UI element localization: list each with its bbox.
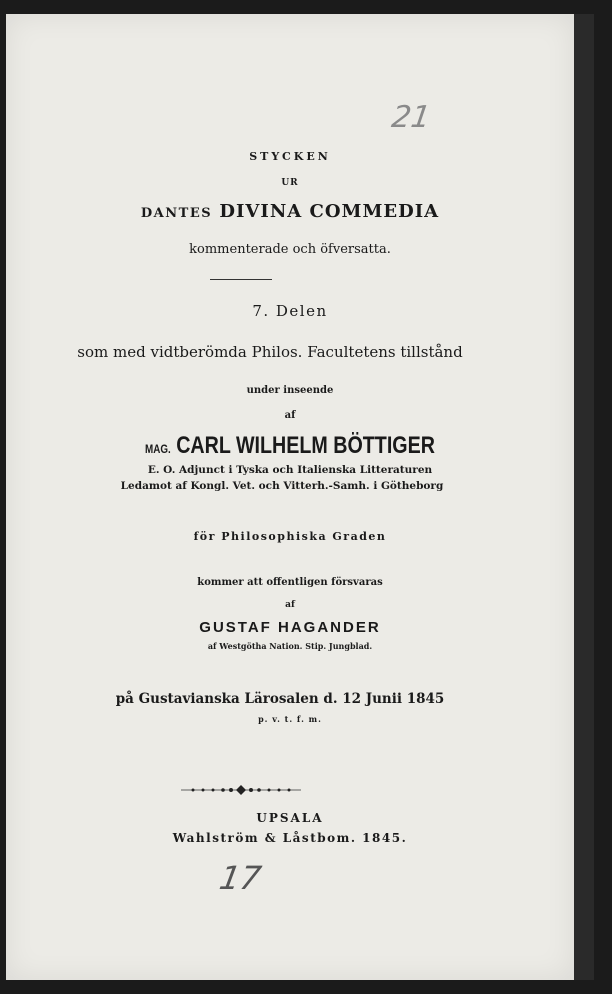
title-ur: UR <box>281 178 299 188</box>
supervision-line: under inseende <box>246 385 334 396</box>
permission-line: som med vidtberömda Philos. Facultetens tillstånd <box>77 343 463 361</box>
part-number: 7. Delen <box>252 302 328 320</box>
imprint-printer: Wahlström & Låstbom. 1845. <box>172 831 408 845</box>
degree-line: för Philosophiska Graden <box>193 530 387 543</box>
subtitle: kommenterade och öfversatta. <box>189 242 391 257</box>
af-line: af <box>284 410 296 421</box>
af-line-2: af <box>285 600 295 610</box>
scan-edge-strip <box>574 14 594 980</box>
time-abbreviation: p. v. t. f. m. <box>258 714 322 724</box>
title-page <box>6 14 574 980</box>
divider-rule <box>210 279 272 280</box>
title-stycken: STYCKEN <box>249 150 331 163</box>
defend-line: kommer att offentligen försvaras <box>197 577 383 588</box>
praeses-name-text: CARL WILHELM BÖTTIGER <box>176 432 435 459</box>
praeses-name <box>57 432 523 460</box>
praeses-prefix: MAG. <box>145 442 171 456</box>
ornament-divider-icon <box>181 784 301 796</box>
main-title-prefix: DANTES <box>140 206 213 221</box>
respondent-info: af Westgötha Nation. Stip. Jungblad. <box>207 641 373 651</box>
respondent-name: GUSTAF HAGANDER <box>199 619 381 636</box>
place-date-line: på Gustavianska Lärosalen d. 12 Junii 1845 <box>115 691 445 707</box>
imprint-city: UPSALA <box>256 811 324 825</box>
pencil-annotation-bottom: 17 <box>216 859 265 897</box>
praeses-title-1: E. O. Adjunct i Tyska och Italienska Litteraturen <box>147 464 433 476</box>
main-title <box>6 201 574 222</box>
praeses-title-2: Ledamot af Kongl. Vet. och Vitterh.-Samh. i Götheborg <box>120 480 444 492</box>
pencil-annotation-top: 21 <box>389 100 433 135</box>
main-title-text: DIVINA COMMEDIA <box>219 201 440 222</box>
